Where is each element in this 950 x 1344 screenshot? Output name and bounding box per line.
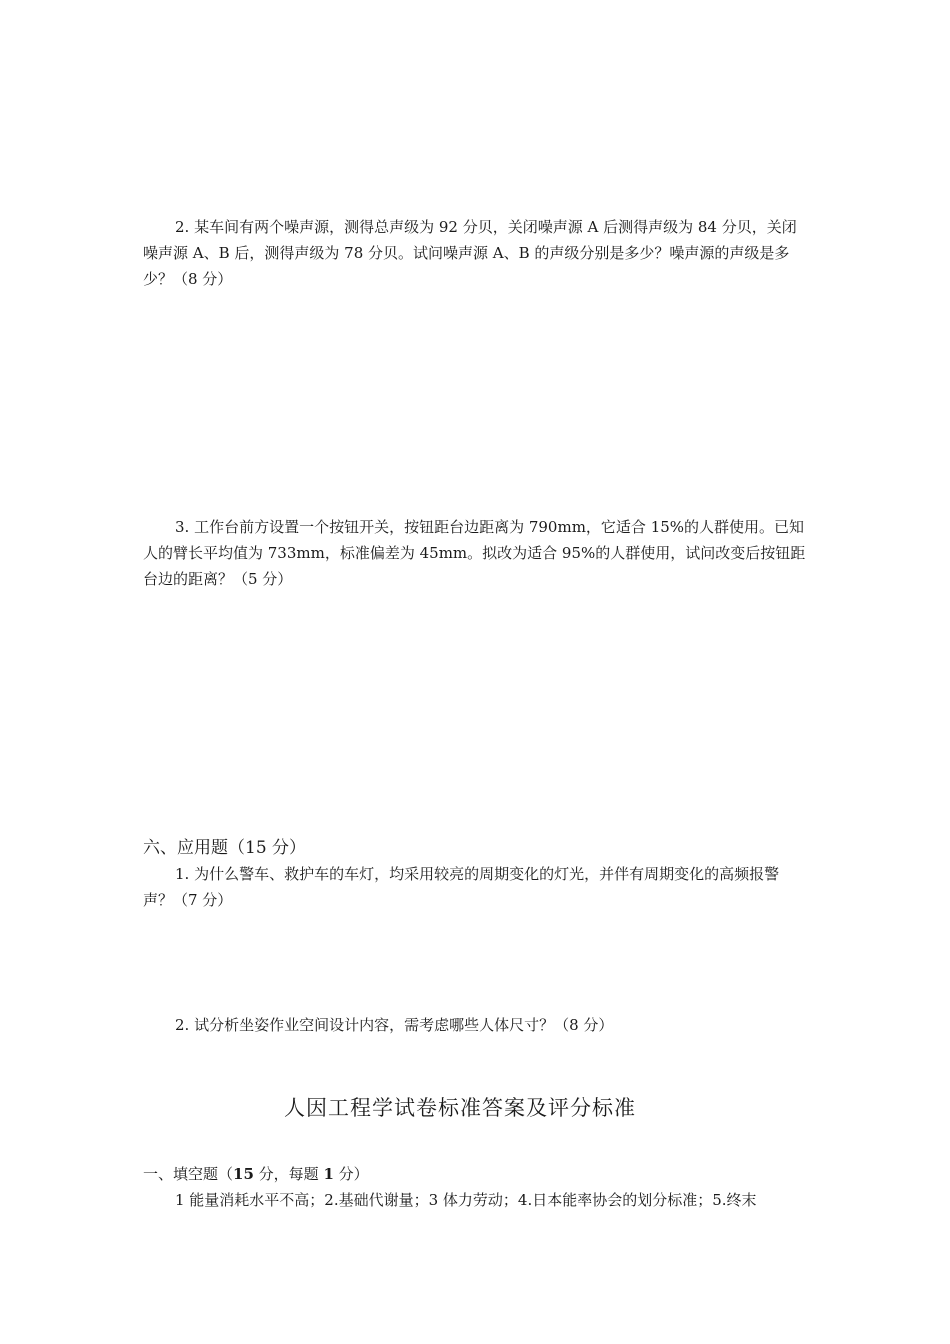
question-2-noise: 2. 某车间有两个噪声源，测得总声级为 92 分贝，关闭噪声源 A 后测得声级为 84 分贝，关闭噪声源 A、B 后，测得声级为 78 分贝。试问噪声源 A、B 的声级分别是多少？噪声源的声级是多少？（8 分） bbox=[143, 218, 797, 288]
fill-each: 1 bbox=[323, 1165, 334, 1183]
fill-suffix: 分） bbox=[333, 1165, 369, 1183]
question-3-button: 3. 工作台前方设置一个按钮开关，按钮距台边距离为 790mm，它适合 15%的人群使用。已知人的臂长平均值为 733mm，标准偏差为 45mm。拟改为适合 95%的人群使用，试问改变后按钮距台边的距离？（5 分） bbox=[143, 518, 806, 588]
answer-key-title: 人因工程学试卷标准答案及评分标准 bbox=[284, 1096, 636, 1120]
fill-in-section-title bbox=[143, 1162, 369, 1186]
section-6-title: 六、应用题（15 分） bbox=[143, 838, 307, 858]
fill-prefix: 一、填空题（ bbox=[143, 1165, 234, 1183]
fill-in-answers-line: 1 能量消耗水平不高；2.基础代谢量；3 体力劳动；4.日本能率协会的划分标准；5.终末 bbox=[175, 1191, 757, 1209]
fill-mid: 分，每题 bbox=[253, 1165, 324, 1183]
section-6-question-2: 2. 试分析坐姿作业空间设计内容，需考虑哪些人体尺寸？（8 分） bbox=[175, 1016, 614, 1034]
section-6-question-1: 1. 为什么警车、救护车的车灯，均采用较亮的周期变化的灯光，并伴有周期变化的高频报警声？（7 分） bbox=[143, 865, 780, 909]
fill-score: 15 bbox=[233, 1165, 254, 1183]
